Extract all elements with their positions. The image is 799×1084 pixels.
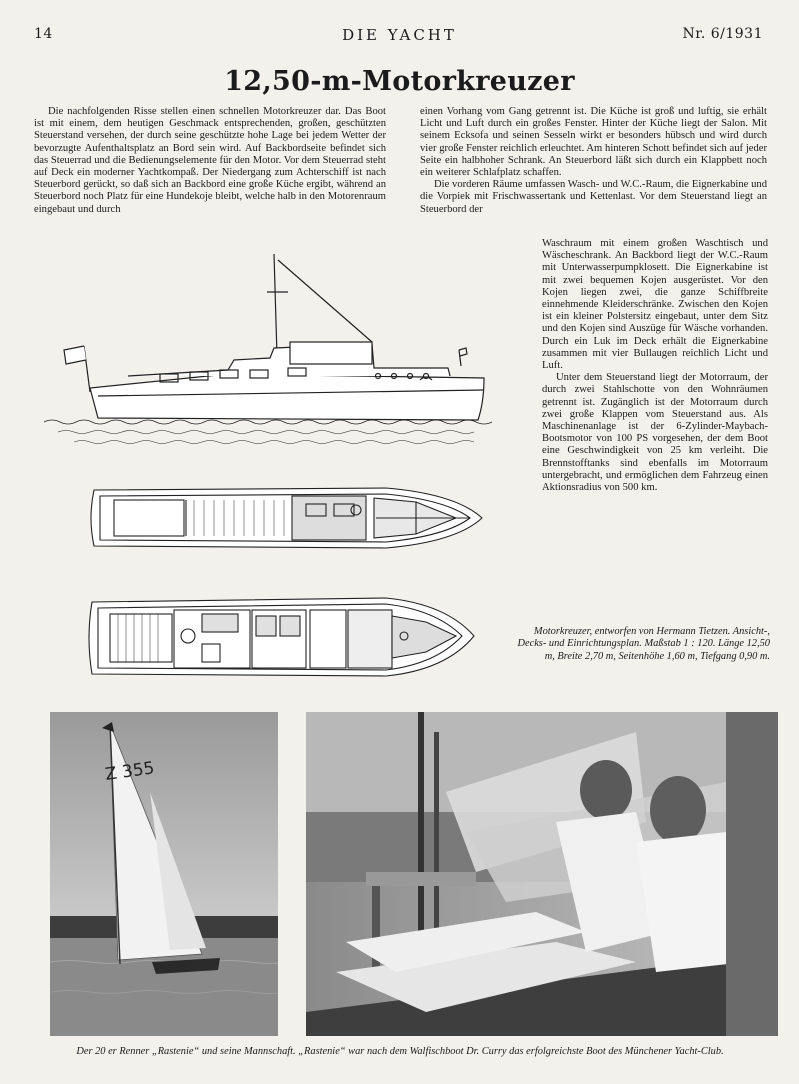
paragraph: Waschraum mit einem großen Waschtisch und Wäscheschrank. An Backbord liegt der W.C.-Raum mit Unterwasserpumpklosett. Die Eignerkabine ist mit zwei bequemen Kojen ausgerüstet. Vor den Kojen liegen zwei, die ganze Schiffbreite einnehmende Kleiderschränke. Zwischen den Kojen ist ein kleiner Polstersitz eingebaut, unter dem Sitz und den Kojen sind Auszüge für Wäsche vorhanden. Durch ein Luk im Deck erhält die Eignerkabine zusammen mit vier Bullaugen reichlich Licht und Luft. bbox=[542, 238, 768, 372]
paragraph: Unter dem Steuerstand liegt der Motorraum, der durch zwei Stahlschotte von den Wohnräumen getrennt ist. Zugänglich ist der Motorraum durch zwei große Klappen vom Steuerstand aus. Als Maschinenanlage ist der 6-Zylinder-Maybach-Bootsmotor von 100 PS vorgesehen, der dem Boot eine Geschwindigkeit von 25 km verleiht. Die Brennstofftanks sind ebenfalls im Motorraum untergebracht, und ermöglichen dem Fahrzeug einen Aktionsradius von 500 km. bbox=[542, 372, 768, 494]
photo-caption: Der 20 er Renner „Rastenie“ und seine Mannschaft. „Rastenie“ war nach dem Walfischboot Dr. Curry das erfolgreichste Boot des Münchener Yacht-Club. bbox=[76, 1046, 724, 1057]
crew-photo bbox=[306, 712, 778, 1036]
right-column-narrow bbox=[542, 238, 768, 494]
issue-number: Nr. 6/1931 bbox=[682, 26, 763, 42]
drawing-caption: Motorkreuzer, entworfen von Hermann Tietzen. Ansicht-, Decks- und Einrichtungsplan. Maßstab 1 : 120. Länge 12,50 m, Breite 2,70 m, Seitenhöhe 1,60 m, Tiefgang 0,90 m. bbox=[517, 626, 770, 662]
deck-plan-drawing bbox=[86, 484, 484, 552]
page-number: 14 bbox=[34, 26, 53, 42]
journal-name: DIE YACHT bbox=[342, 26, 457, 44]
paragraph: Die nachfolgenden Risse stellen einen schnellen Motorkreuzer dar. Das Boot ist mit einem, dem heutigen Geschmack entsprechenden, großen, geschützten Steuerstand versehen, der durch seine geschützte hohe Lage bei jedem Wetter der bevorzugte Aufenthaltsplatz an Bord sein wird. Auf Backbordseite befindet sich das Steuerrad und die Bedienungselemente für den Motor. Vor dem Steuerrad steht auf Deck ein moderner Yachtkompaß. Der Niedergang zum Achterschiff ist nach Steuerbord gerückt, so daß sich an Backbord eine große Küche ergibt, während an Steuerbord noch Platz für eine Hundekoje bleibt, welche halb in den Motorenraum eingebaut und durch bbox=[34, 106, 386, 215]
side-elevation-drawing bbox=[38, 250, 508, 460]
right-column-top bbox=[420, 106, 767, 216]
sailboat-photo bbox=[50, 712, 278, 1036]
paragraph: einen Vorhang vom Gang getrennt ist. Die Küche ist groß und luftig, sie erhält Licht und Luft durch ein großes Fenster. Hinter der Küche liegt der Salon. Mit seinem Ecksofa und seinen Sesseln wirkt er besonders hübsch und wird durch vier große Fenster reichlich erleuchtet. Am hinteren Schott befindet sich auf jeder Seite ein halbhoher Schrank. An Steuerbord läßt sich durch ein Klappbett noch ein weiterer Schlafplatz schaffen. bbox=[420, 106, 767, 179]
sail-number: Z 355 bbox=[103, 758, 156, 785]
left-column bbox=[34, 106, 386, 216]
accommodation-plan-drawing bbox=[86, 592, 478, 684]
article-title: 12,50-m-Motorkreuzer bbox=[224, 66, 575, 97]
paragraph: Die vorderen Räume umfassen Wasch- und W.C.-Raum, die Eignerkabine und die Vorpiek mit Frischwassertank und Kettenlast. Vor dem Steuerstand liegt an Steuerbord der bbox=[420, 179, 767, 215]
